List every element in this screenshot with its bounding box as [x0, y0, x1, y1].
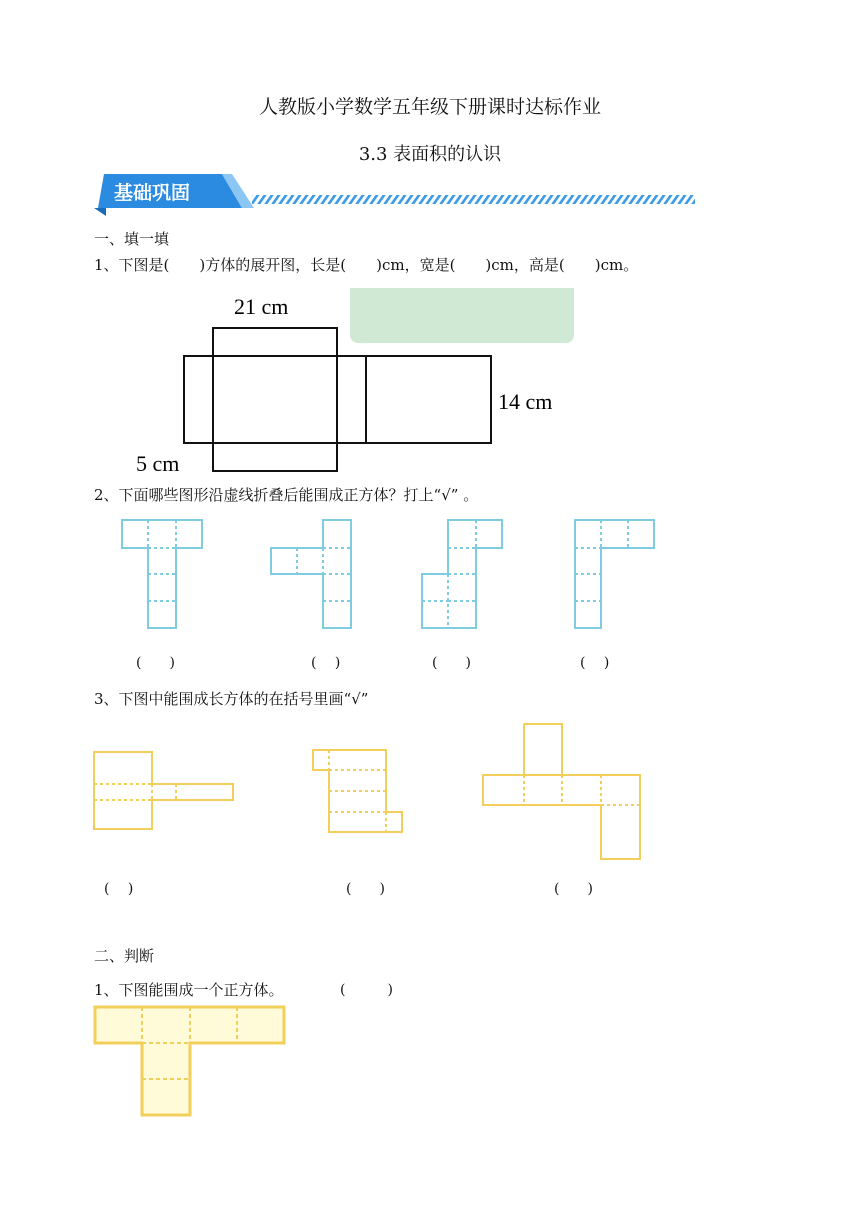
cuboid-net-a	[94, 752, 233, 829]
q3-answer-c[interactable]: ( )	[554, 881, 593, 897]
judge-question-1-text: 1、下图能围成一个正方体。	[94, 981, 284, 999]
section-heading-fill: 一、填一填	[94, 230, 170, 248]
page-title: 人教版小学数学五年级下册课时达标作业	[258, 96, 601, 118]
banner-label: 基础巩固	[114, 183, 191, 204]
width-label: 5 cm	[136, 451, 180, 476]
page-subtitle: 3.3 表面积的认识	[358, 144, 502, 165]
judge-answer[interactable]: ( )	[340, 982, 393, 998]
q3-answer-b[interactable]: ( )	[346, 881, 385, 897]
banner-stripes	[252, 195, 695, 204]
q2-answer-c[interactable]: ( )	[432, 655, 471, 671]
cuboid-net-b	[313, 750, 402, 832]
cuboid-net-figure	[130, 288, 590, 478]
question-1-text: 1、下图是( )方体的展开图，长是( )cm，宽是( )cm，高是( )cm。	[94, 256, 639, 274]
question-3-text: 3、下图中能围成长方体的在括号里画“√”	[94, 690, 369, 708]
net-center-column	[213, 328, 337, 471]
height-label: 14 cm	[498, 389, 553, 414]
q3-answer-a[interactable]: ( )	[104, 881, 134, 897]
cube-net-d	[575, 520, 654, 628]
cube-net-a	[122, 520, 202, 628]
section-heading-judge: 二、判断	[94, 947, 155, 965]
answer-overlay-box	[350, 288, 574, 343]
q2-answer-b[interactable]: ( )	[311, 655, 341, 671]
cuboid-net-c	[483, 724, 640, 859]
q2-answer-a[interactable]: ( )	[136, 655, 175, 671]
length-label: 21 cm	[234, 294, 289, 319]
question-2-text: 2、下面哪些图形沿虚线折叠后能围成正方体？打上“√” 。	[94, 486, 479, 504]
cube-net-c	[422, 520, 502, 628]
cuboid-nets-figure	[86, 716, 656, 864]
cube-nets-figure	[110, 514, 670, 636]
q2-answer-d[interactable]: ( )	[580, 655, 610, 671]
judge-cube-net	[92, 1004, 292, 1122]
section-banner	[92, 170, 702, 218]
cube-net-b	[271, 520, 351, 628]
